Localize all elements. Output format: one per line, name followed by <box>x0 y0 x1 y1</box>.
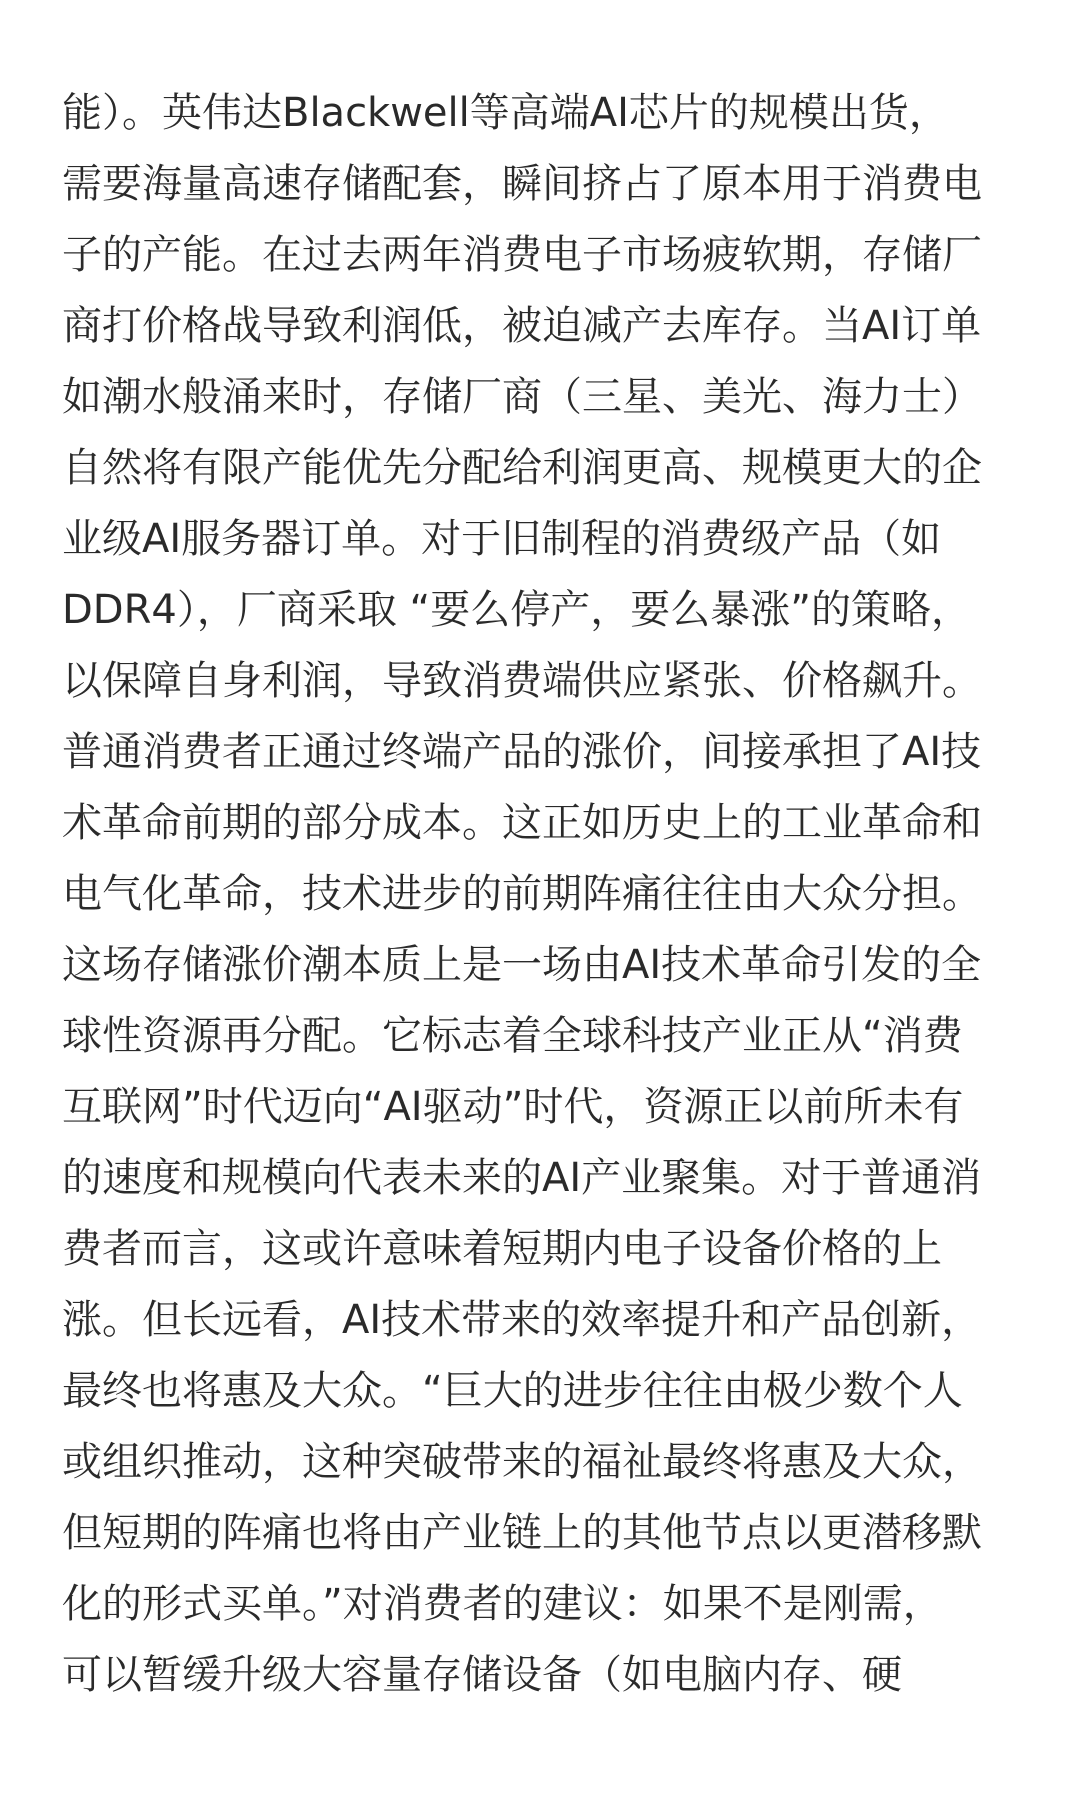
text-line: 需要海量高速存储配套，瞬间挤占了原本用于消费电 <box>62 161 982 207</box>
text-line: DDR4），厂商采取 “要么停产，要么暴涨”的策略， <box>62 587 972 633</box>
text-line: 这场存储涨价潮本质上是一场由AI技术革命引发的全 <box>62 942 982 988</box>
text-line: 术革命前期的部分成本。这正如历史上的工业革命和 <box>62 800 982 846</box>
text-line: 业级AI服务器订单。对于旧制程的消费级产品（如 <box>62 516 942 562</box>
text-line: 化的形式买单。”对消费者的建议：如果不是刚需， <box>62 1581 943 1627</box>
text-line: 的速度和规模向代表未来的AI产业聚集。对于普通消 <box>62 1155 982 1201</box>
text-line: 或组织推动，这种突破带来的福祉最终将惠及大众， <box>62 1439 982 1485</box>
text-line: 球性资源再分配。它标志着全球科技产业正从“消费 <box>62 1013 963 1059</box>
text-line: 涨。但长远看，AI技术带来的效率提升和产品创新， <box>62 1297 982 1343</box>
text-line: 以保障自身利润，导致消费端供应紧张、价格飙升。 <box>62 658 982 704</box>
text-line: 商打价格战导致利润低，被迫减产去库存。当AI订单 <box>62 303 982 349</box>
text-line: 最终也将惠及大众。“巨大的进步往往由极少数个人 <box>62 1368 963 1414</box>
article-text <box>62 78 1032 1711</box>
text-line: 电气化革命，技术进步的前期阵痛往往由大众分担。 <box>62 871 982 917</box>
text-line: 费者而言，这或许意味着短期内电子设备价格的上 <box>62 1226 942 1272</box>
text-line: 普通消费者正通过终端产品的涨价，间接承担了AI技 <box>62 729 982 775</box>
text-line: 子的产能。在过去两年消费电子市场疲软期，存储厂 <box>62 232 982 278</box>
text-line: 如潮水般涌来时，存储厂商（三星、美光、海力士） <box>62 374 982 420</box>
text-line: 但短期的阵痛也将由产业链上的其他节点以更潜移默 <box>62 1510 982 1556</box>
text-line: 自然将有限产能优先分配给利润更高、规模更大的企 <box>62 445 982 491</box>
text-line: 可以暂缓升级大容量存储设备（如电脑内存、硬 <box>62 1652 902 1698</box>
text-line: 能）。英伟达Blackwell等高端AI芯片的规模出货， <box>62 90 949 136</box>
text-line: 互联网”时代迈向“AI驱动”时代，资源正以前所未有 <box>62 1084 964 1130</box>
